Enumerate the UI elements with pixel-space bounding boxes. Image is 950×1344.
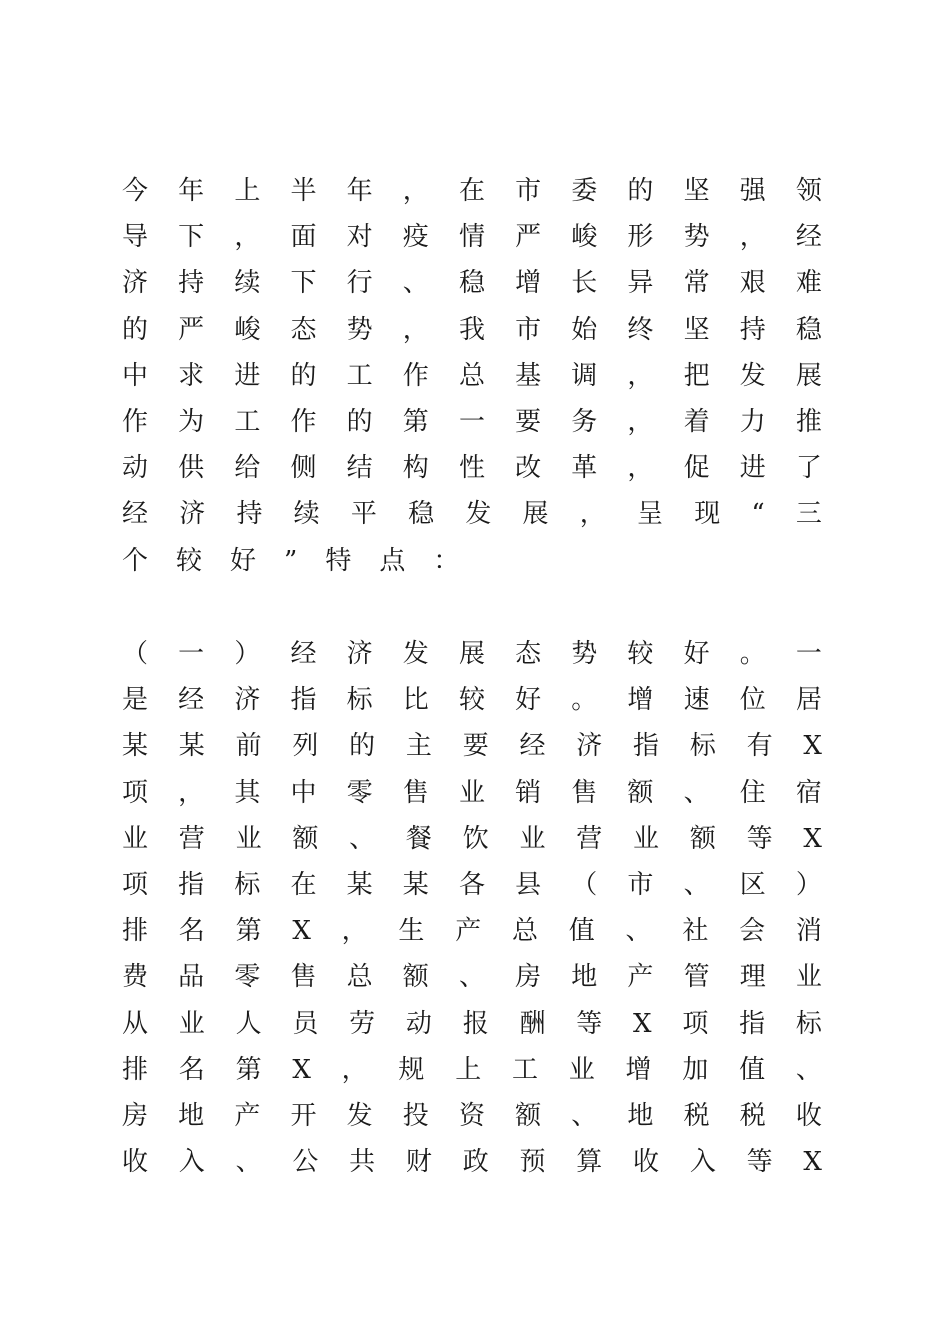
text-line: 今 年 上 半 年 ， 在 市 委 的 坚 强 领: [122, 176, 822, 206]
text-line: 收 入 、 公 共 财 政 预 算 收 入 等 X: [122, 1147, 822, 1178]
text-line: 济 持 续 下 行 、 稳 增 长 异 常 艰 难: [122, 268, 822, 299]
text-line: 项 指 标 在 某 某 各 县 （ 市 、 区 ）: [122, 869, 822, 900]
text-line: 业 营 业 额 、 餐 饮 业 营 业 额 等 X: [122, 823, 822, 854]
text-line: （ 一 ） 经 济 发 展 态 势 较 好 。 一: [122, 639, 822, 669]
text-line: 费 品 零 售 总 额 、 房 地 产 管 理 业: [122, 962, 822, 993]
text-line: 排 名 第 X ， 规 上 工 业 增 加 值 、: [122, 1054, 822, 1085]
text-line: 某 某 前 列 的 主 要 经 济 指 标 有 X: [122, 731, 822, 762]
text-line: 从 业 人 员 劳 动 报 酬 等 X 项 指 标: [122, 1008, 822, 1039]
text-line-last: 个 较 好 ” 特 点 ：: [122, 545, 460, 576]
text-line: 是 经 济 指 标 比 较 好 。 增 速 位 居: [122, 685, 822, 716]
text-line: 排 名 第 X ， 生 产 总 值 、 社 会 消: [122, 916, 822, 947]
text-line: 房 地 产 开 发 投 资 额 、 地 税 税 收: [122, 1100, 822, 1131]
text-line: 项 ， 其 中 零 售 业 销 售 额 、 住 宿: [122, 777, 822, 808]
text-line: 导 下 ， 面 对 疫 情 严 峻 形 势 ， 经: [122, 222, 822, 253]
text-line: 的 严 峻 态 势 ， 我 市 始 终 坚 持 稳: [122, 314, 822, 345]
paragraph-intro: [122, 168, 822, 584]
text-line: 作 为 工 作 的 第 一 要 务 ， 着 力 推: [122, 406, 822, 437]
text-line: 动 供 给 侧 结 构 性 改 革 ， 促 进 了: [122, 453, 822, 484]
text-line: 中 求 进 的 工 作 总 基 调 ， 把 发 展: [122, 360, 822, 391]
text-line: 经 济 持 续 平 稳 发 展 ， 呈 现 “ 三: [122, 499, 822, 530]
paragraph-economy: [122, 631, 822, 1185]
